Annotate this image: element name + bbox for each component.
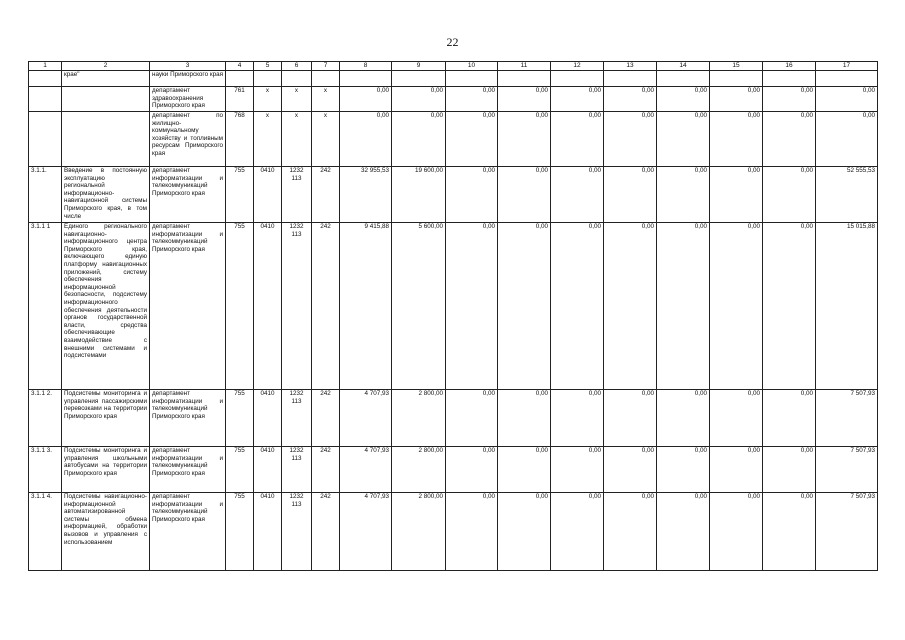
value-col-10: 0,00: [446, 167, 498, 223]
value-col-13: 0,00: [604, 223, 657, 390]
value-col-8: 4 707,93: [340, 390, 392, 447]
department: департамент здравоохранения Приморского края: [150, 87, 226, 112]
page-number: 22: [446, 35, 459, 49]
table-row: [29, 167, 878, 223]
value-col-14: 0,00: [657, 390, 710, 447]
value-col-16: 0,00: [763, 223, 816, 390]
value-col-9: 5 600,00: [392, 223, 446, 390]
value-col-11: 0,00: [498, 493, 551, 571]
code-vr: [312, 71, 340, 87]
header-cell: 7: [312, 62, 340, 71]
header-cell: 14: [657, 62, 710, 71]
measure-name: [62, 87, 150, 112]
value-col-11: 0,00: [498, 87, 551, 112]
header-cell: 16: [763, 62, 816, 71]
department: департамент информатизации и телекоммуникаций Приморского края: [150, 223, 226, 390]
code-vr: 242: [312, 167, 340, 223]
value-col-11: 0,00: [498, 447, 551, 493]
value-col-16: 0,00: [763, 112, 816, 167]
code-vr: 242: [312, 223, 340, 390]
code-csr: [282, 71, 312, 87]
total-value: [816, 71, 878, 87]
code-vr: x: [312, 87, 340, 112]
header-cell: 11: [498, 62, 551, 71]
value-col-16: 0,00: [763, 167, 816, 223]
department: департамент информатизации и телекоммуникаций Приморского края: [150, 167, 226, 223]
header-cell: 13: [604, 62, 657, 71]
code-vr: 242: [312, 390, 340, 447]
code-vr: 242: [312, 493, 340, 571]
value-col-11: 0,00: [498, 223, 551, 390]
value-col-9: 19 600,00: [392, 167, 446, 223]
value-col-8: 9 415,88: [340, 223, 392, 390]
department: департамент информатизации и телекоммуникаций Приморского края: [150, 447, 226, 493]
value-col-13: 0,00: [604, 112, 657, 167]
value-col-15: 0,00: [710, 390, 763, 447]
code-csr: 1232 113: [282, 447, 312, 493]
value-col-16: 0,00: [763, 447, 816, 493]
header-cell: 5: [254, 62, 282, 71]
value-col-9: [392, 71, 446, 87]
value-col-15: 0,00: [710, 223, 763, 390]
value-col-12: 0,00: [551, 447, 604, 493]
value-col-13: 0,00: [604, 167, 657, 223]
measure-name: Подсистемы навигационно-информационной автоматизированной системы обмена информацией, обработки вызовов и управления с использованием: [62, 493, 150, 571]
value-col-14: 0,00: [657, 167, 710, 223]
code-gr: 768: [226, 112, 254, 167]
row-number: 3.1.1 3.: [29, 447, 62, 493]
code-gr: [226, 71, 254, 87]
table-row: [29, 390, 878, 447]
value-col-8: 32 955,53: [340, 167, 392, 223]
value-col-16: 0,00: [763, 493, 816, 571]
total-value: 0,00: [816, 112, 878, 167]
header-cell: 1: [29, 62, 62, 71]
code-csr: x: [282, 112, 312, 167]
value-col-16: 0,00: [763, 390, 816, 447]
code-rz-pr: 0410: [254, 447, 282, 493]
code-rz-pr: 0410: [254, 390, 282, 447]
table-row: [29, 493, 878, 571]
value-col-9: 2 800,00: [392, 493, 446, 571]
row-number: 3.1.1.: [29, 167, 62, 223]
code-vr: x: [312, 112, 340, 167]
total-value: 7 507,93: [816, 447, 878, 493]
department: департамент информатизации и телекоммуникаций Приморского края: [150, 493, 226, 571]
code-csr: 1232 113: [282, 493, 312, 571]
measure-name: Подсистемы мониторинга и управления пассажирскими перевозками на территории Приморского края: [62, 390, 150, 447]
value-col-11: 0,00: [498, 390, 551, 447]
value-col-12: 0,00: [551, 390, 604, 447]
value-col-14: 0,00: [657, 447, 710, 493]
header-cell: 3: [150, 62, 226, 71]
total-value: 7 507,93: [816, 390, 878, 447]
value-col-12: 0,00: [551, 167, 604, 223]
row-number: [29, 87, 62, 112]
value-col-13: 0,00: [604, 87, 657, 112]
header-cell: 6: [282, 62, 312, 71]
code-rz-pr: 0410: [254, 493, 282, 571]
header-cell: 4: [226, 62, 254, 71]
code-csr: x: [282, 87, 312, 112]
table-row: [29, 447, 878, 493]
value-col-9: 2 800,00: [392, 447, 446, 493]
table-row: [29, 71, 878, 87]
code-gr: 755: [226, 447, 254, 493]
code-rz-pr: 0410: [254, 167, 282, 223]
value-col-15: 0,00: [710, 112, 763, 167]
code-gr: 755: [226, 167, 254, 223]
value-col-10: [446, 71, 498, 87]
value-col-8: 0,00: [340, 112, 392, 167]
header-cell: 15: [710, 62, 763, 71]
value-col-10: 0,00: [446, 87, 498, 112]
total-value: 0,00: [816, 87, 878, 112]
value-col-13: 0,00: [604, 493, 657, 571]
table-row: [29, 223, 878, 390]
code-gr: 755: [226, 493, 254, 571]
value-col-14: 0,00: [657, 223, 710, 390]
header-cell: 9: [392, 62, 446, 71]
value-col-8: 4 707,93: [340, 447, 392, 493]
value-col-15: 0,00: [710, 493, 763, 571]
code-csr: 1232 113: [282, 167, 312, 223]
measure-name: [62, 112, 150, 167]
value-col-8: [340, 71, 392, 87]
total-value: 52 555,53: [816, 167, 878, 223]
value-col-11: [498, 71, 551, 87]
header-cell: 2: [62, 62, 150, 71]
code-gr: 755: [226, 223, 254, 390]
value-col-12: 0,00: [551, 223, 604, 390]
measure-name: Подсистемы мониторинга и управления школьными автобусами на территории Приморского края: [62, 447, 150, 493]
value-col-9: 2 800,00: [392, 390, 446, 447]
code-gr: 761: [226, 87, 254, 112]
total-value: 15 015,88: [816, 223, 878, 390]
header-cell: 10: [446, 62, 498, 71]
code-rz-pr: x: [254, 87, 282, 112]
department: департамент по жилищно-коммунальному хозяйству и топливным ресурсам Приморского края: [150, 112, 226, 167]
value-col-12: 0,00: [551, 112, 604, 167]
value-col-14: 0,00: [657, 87, 710, 112]
value-col-10: 0,00: [446, 447, 498, 493]
department: науки Приморского края: [150, 71, 226, 87]
header-cell: 12: [551, 62, 604, 71]
total-value: 7 507,93: [816, 493, 878, 571]
value-col-15: 0,00: [710, 167, 763, 223]
header-cell: 17: [816, 62, 878, 71]
table-row: [29, 87, 878, 112]
value-col-16: [763, 71, 816, 87]
value-col-15: [710, 71, 763, 87]
code-rz-pr: 0410: [254, 223, 282, 390]
value-col-12: 0,00: [551, 493, 604, 571]
value-col-11: 0,00: [498, 112, 551, 167]
measure-name: крае": [62, 71, 150, 87]
value-col-12: [551, 71, 604, 87]
measure-name: Введение в постоянную эксплуатацию региональной информационно-навигационной системы Приморского края, в том числе: [62, 167, 150, 223]
row-number: 3.1.1 4.: [29, 493, 62, 571]
measure-name: Единого регионального навигационно-информационного центра Приморского края, включающего единую платформу навигационных приложений, систему обеспечения информационной безопасности, подсистему информационного обеспечения деятельности органов государственной власти, средства обеспечивающие взаимодействие с внешними системами и подсистемами: [62, 223, 150, 390]
value-col-13: 0,00: [604, 390, 657, 447]
code-rz-pr: x: [254, 112, 282, 167]
row-number: 3.1.1 1: [29, 223, 62, 390]
value-col-10: 0,00: [446, 493, 498, 571]
value-col-10: 0,00: [446, 112, 498, 167]
value-col-13: [604, 71, 657, 87]
value-col-14: [657, 71, 710, 87]
department: департамент информатизации и телекоммуникаций Приморского края: [150, 390, 226, 447]
row-number: [29, 71, 62, 87]
value-col-11: 0,00: [498, 167, 551, 223]
header-cell: 8: [340, 62, 392, 71]
row-number: 3.1.1 2.: [29, 390, 62, 447]
value-col-16: 0,00: [763, 87, 816, 112]
value-col-13: 0,00: [604, 447, 657, 493]
value-col-10: 0,00: [446, 223, 498, 390]
table-row: [29, 112, 878, 167]
value-col-9: 0,00: [392, 87, 446, 112]
code-csr: 1232 113: [282, 390, 312, 447]
code-rz-pr: [254, 71, 282, 87]
header-row: [29, 62, 878, 71]
code-vr: 242: [312, 447, 340, 493]
value-col-14: 0,00: [657, 493, 710, 571]
value-col-8: 4 707,93: [340, 493, 392, 571]
value-col-10: 0,00: [446, 390, 498, 447]
value-col-15: 0,00: [710, 447, 763, 493]
value-col-12: 0,00: [551, 87, 604, 112]
value-col-8: 0,00: [340, 87, 392, 112]
code-gr: 755: [226, 390, 254, 447]
value-col-9: 0,00: [392, 112, 446, 167]
code-csr: 1232 113: [282, 223, 312, 390]
value-col-14: 0,00: [657, 112, 710, 167]
row-number: [29, 112, 62, 167]
budget-table: [28, 61, 878, 571]
value-col-15: 0,00: [710, 87, 763, 112]
